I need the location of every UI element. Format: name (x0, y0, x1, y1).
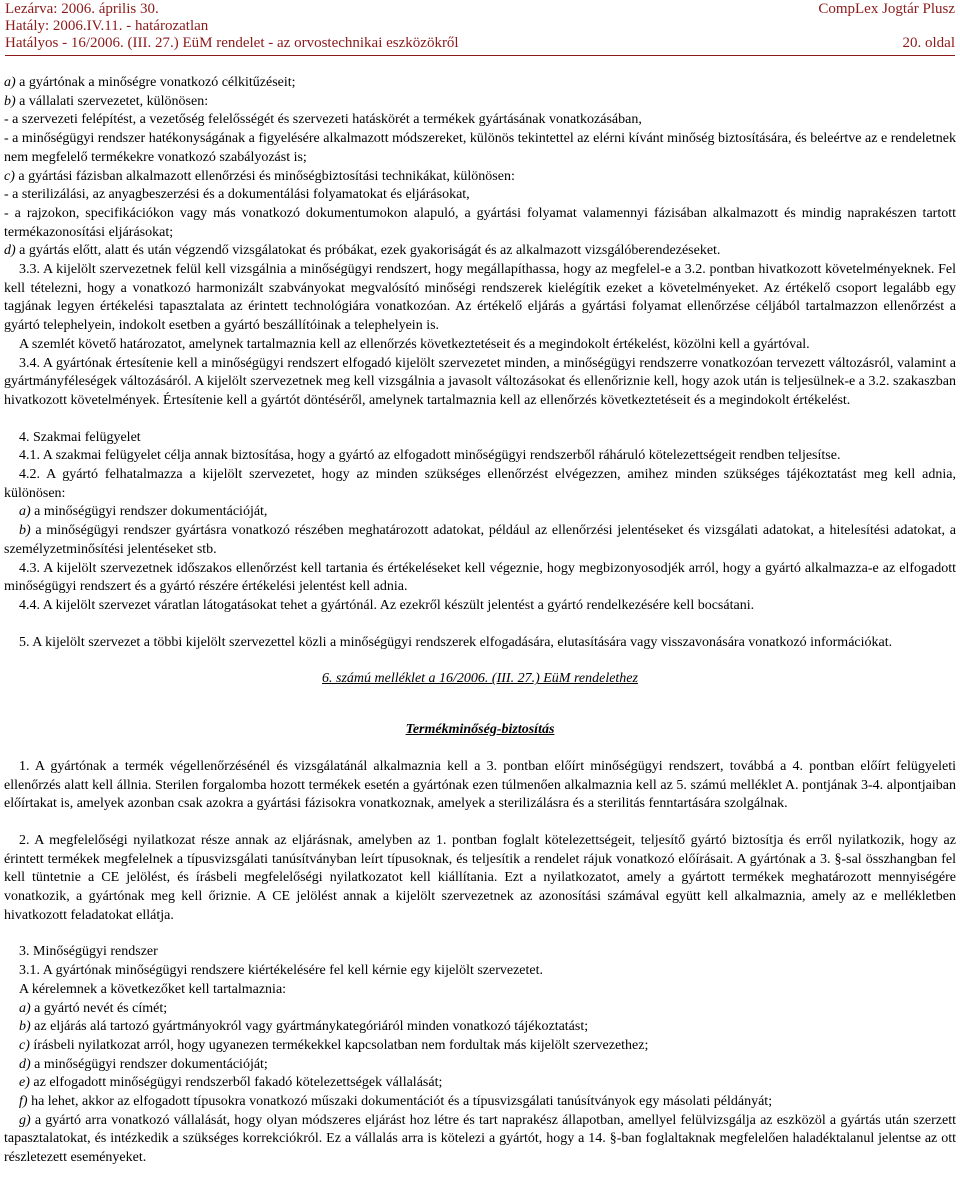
brand-name: CompLex Jogtár Plusz (818, 1, 955, 17)
item-text: a minőségügyi rendszer dokumentációját, (30, 504, 268, 520)
paragraph: 4.1. A szakmai felügyelet célja annak biztosítása, hogy a gyártó az elfogadott minőségügyi rendszerből ráháruló kötelezettségeit rendben teljesítse. (19, 448, 841, 464)
item-label: b) (19, 523, 31, 539)
paragraph: 3.1. A gyártónak minőségügyi rendszere kiértékelésére fel kell kérnie egy kijelölt szervezetet. (19, 963, 544, 979)
paragraph: 3.4. A gyártónak értesítenie kell a minőségügyi rendszert elfogadó kijelölt szervezetet minden, a minőségügyi rendszerre vonatkozóan tervezett változásról, valamint a gyártmányféleségek változásáról. A kijelölt szervezetnek meg kell vizsgálnia a javasolt változásokat és ellenőriznie kell, hogy azok után is teljesülnek-e a 3.2. szakaszban hivatkozott követelmények. Értesítenie kell a gyártót döntéséről, amelynek tartalmaznia kell az ellenőrzés következtetéseit és a megindokolt értékelést. (4, 355, 956, 408)
section-heading: 4. Szakmai felügyelet (19, 429, 141, 445)
item-text: a gyártás előtt, alatt és után végzendő vizsgálatokat és próbákat, ezek gyakoriságát és az alkalmazott vizsgálóberendezéseket. (15, 243, 721, 259)
item-text: a minőségügyi rendszer gyártásra vonatkozó részében meghatározott adatokat, például az ellenőrzési jelentéseket és vizsgálati adatokat, a hitelesítési adatokat, a személyzetminősítési jelentéseket stb. (4, 523, 956, 557)
paragraph (4, 168, 956, 187)
paragraph (4, 74, 956, 93)
item-label: d) (4, 243, 16, 259)
item-label: b) (4, 93, 16, 109)
paragraph: - a szervezeti felépítést, a vezetőség felelősségét és szervezeti hatáskörét a termékek gyártásának vonatkozásában, (4, 112, 642, 128)
list-item (4, 1074, 956, 1093)
item-text: a gyártó arra vonatkozó vállalását, hogy olyan módszeres eljárást hoz létre és tart naprakész állapotban, amellyel felülvizsgálja az eszközöl a gyártás után szerzett tapasztalatokat, és intézkedik a szükséges korrekciókról. Ez a vállalás arra is kötelezi a gyártót, hogy a 14. §-ban foglaltaknak megfelelően haladéktalanul jelentse az ott részletezett eseményeket. (4, 1112, 956, 1166)
paragraph: 5. A kijelölt szervezet a többi kijelölt szervezettel közli a minőségügyi rendszerek elfogadására, elutasítására vagy visszavonására vonatkozó információkat. (19, 634, 893, 650)
item-text: írásbeli nyilatkozat arról, hogy ugyanezen termékekkel kapcsolatban nem fordultak más kijelölt szervezethez; (29, 1037, 649, 1053)
paragraph (4, 242, 956, 261)
header-row-3 (5, 34, 955, 53)
paragraph: 4.3. A kijelölt szervezetnek időszakos ellenőrzést kell tartania és értékeléseket kell végeznie, hogy megbizonyosodjék arról, hogy a gyártó alkalmazza-e az elfogadott minőségügyi rendszert és a gyártó részére értékelési jelentést kell adnia. (4, 560, 956, 595)
annex-subtitle: Termékminőség-biztosítás (405, 722, 555, 738)
list-item (4, 1018, 956, 1037)
closed-date: Lezárva: 2006. április 30. (5, 1, 159, 17)
paragraph: A kérelemnek a következőket kell tartalmaznia: (19, 981, 287, 997)
item-text: ha lehet, akkor az elfogadott típusokra vonatkozó műszaki dokumentációt és a típusvizsgálati tanúsítványok egy másolati példányát; (27, 1094, 773, 1110)
list-item (4, 1093, 956, 1112)
effect-date: Hatály: 2006.IV.11. - határozatlan (5, 18, 209, 34)
header-divider (5, 55, 955, 56)
item-text: a gyártási fázisban alkalmazott ellenőrzési és minőségbiztosítási technikákat, különösen: (14, 168, 515, 184)
annex-title: 6. számú melléklet a 16/2006. (III. 27.) EüM rendelethez (322, 671, 638, 687)
paragraph: 1. A gyártónak a termék végellenőrzésénél és vizsgálatánál alkalmaznia kell a 3. pontban előírt minőségügyi rendszert, továbbá a 4. pontban előírt felügyeleti ellenőrzés alatt kell állnia. Sterilen forgalomba hozott termékek esetén a gyártónak ezen túlmenően alkalmaznia kell az 5. számú melléklet A. pontjának 3-4. alpontjaiban előírtakat is, amelyek azonban csak azokra a gyártási fázisokra vonatkoznak, amelyek a sterilizálásra és a sterilitás fenntartására szolgálnak. (4, 758, 956, 812)
item-label: a) (19, 1000, 31, 1016)
page-number: 20. oldal (902, 35, 955, 51)
item-label: d) (19, 1056, 31, 1072)
item-text: az eljárás alá tartozó gyártmányokról vagy gyártmánykategóriáról minden vonatkozó tájékoztatást; (30, 1019, 589, 1035)
item-label: b) (19, 1019, 31, 1035)
paragraph: 3.3. A kijelölt szervezetnek felül kell vizsgálnia a minőségügyi rendszert, hogy megállapíthassa, hogy az megfelel-e a 3.2. pontban hivatkozott követelményeknek. Fel kell tételezni, hogy a vonatkozó harmonizált szabványokat megvalósító minőségi rendszerek kielégítik ezeket a követelményeket. Az értékelő csoport legalább egy tagjának legyen értékelési tapasztalata az érintett technológiára vonatkozóan. Az értékelő eljárás a gyártási folyamat ellenőrzése céljából tartalmazzon ellenőrzést a gyártó telephelyein, indokolt esetben a gyártó beszállítóinak a telephelyein is. (4, 262, 956, 334)
item-label: e) (19, 1075, 30, 1091)
paragraph (4, 522, 956, 559)
document-title: Hatályos - 16/2006. (III. 27.) EüM rendelet - az orvostechnikai eszközökről (5, 35, 459, 51)
list-item (4, 1000, 956, 1019)
item-text: az elfogadott minőségügyi rendszerből fakadó kötelezettségek vállalását; (29, 1075, 443, 1091)
item-text: a gyártó nevét és címét; (30, 1000, 168, 1016)
document-body (4, 74, 956, 1168)
item-label: a) (4, 75, 16, 90)
item-text: a gyártónak a minőségre vonatkozó célkitűzéseit; (15, 75, 296, 90)
item-label: g) (19, 1112, 31, 1128)
section-heading: 3. Minőségügyi rendszer (19, 944, 158, 960)
item-text: a vállalati szervezetet, különösen: (15, 93, 209, 109)
paragraph: 2. A megfelelőségi nyilatkozat része annak az eljárásnak, amelyben az 1. pontban foglalt kötelezettségeit, teljesítő gyártó biztosítja és erről nyilatkozik, hogy az érintett termékek megfelelnek a típusvizsgálati tanúsítványban leírt típusoknak, és teljesítik a rendelet rájuk vonatkozó előírásait. A gyártónak a 3. §-sal összhangban fel kell tüntetnie a CE jelölést, és írásbeli megfelelőségi nyilatkozatot kell kiállítania. Ezt a nyilatkozatot, amely a gyártott termékek meghatározott mennyiségére vonatkozik, a gyártónak meg kell őriznie. A CE jelölést annak a kijelölt szervezetnek az azonosítási számával együtt kell alkalmaznia, amely az e mellékletben hivatkozott feladatokat ellátja. (4, 832, 956, 923)
item-label: c) (4, 168, 15, 184)
paragraph: - a sterilizálási, az anyagbeszerzési és a dokumentálási folyamatokat és eljárásokat, (4, 187, 470, 203)
paragraph: 4.2. A gyártó felhatalmazza a kijelölt szervezetet, hogy az minden szükséges ellenőrzést elvégezzen, amihez minden szükséges tájékoztatást meg kell adnia, különösen: (4, 467, 956, 501)
item-text: a minőségügyi rendszer dokumentációját; (30, 1056, 268, 1072)
item-label: c) (19, 1037, 30, 1053)
document-header (0, 0, 960, 60)
paragraph: A szemlét követő határozatot, amelynek tartalmaznia kell az ellenőrzés következtetéseit és a megindokolt értékelést, közölni kell a gyártóval. (19, 336, 810, 352)
paragraph: - a rajzokon, specifikációkon vagy más vonatkozó dokumentumokon alapuló, a gyártási folyamat valamennyi fázisában alkalmazott és mindig naprakészen tartott termékazonosítási eljárásokat; (4, 205, 956, 240)
paragraph (4, 503, 956, 522)
paragraph: - a minőségügyi rendszer hatékonyságának a figyelésére alkalmazott módszereket, különös tekintettel az elérni kívánt minőség biztosítására, és beleértve az e rendeletnek nem megfelelő termékekre vonatkozó szabályozást is; (4, 131, 956, 165)
paragraph (4, 93, 956, 112)
paragraph: 4.4. A kijelölt szervezet váratlan látogatásokat tehet a gyártónál. Az ezekről készült jelentést a gyártó rendelkezésére kell bocsátani. (19, 597, 755, 613)
item-label: a) (19, 504, 31, 520)
list-item (4, 1056, 956, 1075)
item-label: f) (19, 1094, 28, 1110)
list-item (4, 1112, 956, 1168)
list-item (4, 1037, 956, 1056)
